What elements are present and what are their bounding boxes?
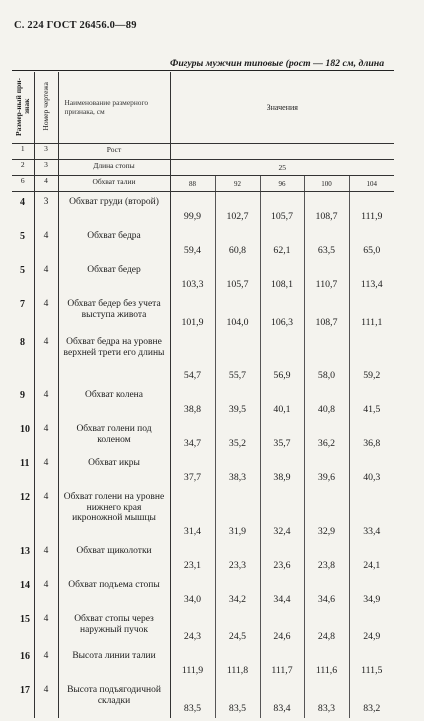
value-cell: 83,4 [260, 680, 304, 718]
drawing-number: 4 [34, 453, 58, 487]
feature-name: Обхват стопы через наружный пучок [58, 609, 170, 646]
feature-name: Высота линии талии [58, 646, 170, 680]
value-cell: 54,7 [183, 370, 202, 381]
feature-number: 13 [12, 541, 34, 575]
feature-name: Обхват бедер [58, 260, 170, 294]
value-cell: 100 [304, 176, 349, 192]
value-cell: 83,5 [215, 680, 260, 718]
value-cell: 38,9 [260, 453, 304, 487]
table-row [12, 609, 394, 646]
value-cell: 40,3 [349, 453, 394, 487]
value-cell: 63,5 [304, 226, 349, 260]
value-cell: 88 [170, 176, 215, 192]
feature-name: Длина стопы [58, 160, 170, 176]
table-top-rule [12, 70, 394, 71]
value-cell: 108,1 [260, 260, 304, 294]
feature-number: 15 [12, 609, 34, 646]
value-cell: 111,1 [349, 294, 394, 332]
header-feature-name: Наименование размерного признака, см [58, 72, 170, 144]
feature-name: Высота подъягодичной складки [58, 680, 170, 718]
value-cell: 25 [170, 160, 394, 176]
drawing-number: 4 [34, 385, 58, 419]
table-header-row [12, 72, 394, 144]
table-row [12, 332, 394, 385]
value-cell: 83,3 [304, 680, 349, 718]
value-cell: 108,7 [304, 294, 349, 332]
feature-name: Обхват бедер без учета выступа живота [58, 294, 170, 332]
value-cell: 23,8 [304, 541, 349, 575]
feature-name: Обхват бедра на уровне верхней трети его длины [58, 332, 170, 385]
value-cell: 34,9 [349, 575, 394, 609]
table-row [12, 646, 394, 680]
sub-header-row [12, 144, 394, 160]
table-row [12, 294, 394, 332]
value-cell: 34,2 [215, 575, 260, 609]
value-cell: 108,7 [304, 192, 349, 227]
value-cell: 24,3 [183, 631, 202, 642]
value-cell: 39,5 [215, 385, 260, 419]
value-cell: 55,7 [215, 332, 260, 385]
value-cell: 102,7 [215, 192, 260, 227]
drawing-number: 4 [34, 609, 58, 646]
value-cell: 111,9 [181, 665, 204, 676]
value-cell: 36,8 [349, 419, 394, 453]
value-cell: 36,2 [304, 419, 349, 453]
drawing-number: 4 [34, 176, 58, 192]
value-cell: 34,4 [260, 575, 304, 609]
value-cell: 58,0 [304, 332, 349, 385]
table-row [12, 419, 394, 453]
feature-number: 1 [12, 144, 34, 160]
table-caption: Фигуры мужчин типовые (рост — 182 см, длина [170, 58, 385, 69]
value-cell: 39,6 [304, 453, 349, 487]
value-cell: 23,6 [260, 541, 304, 575]
value-cell: 34,6 [304, 575, 349, 609]
value-cell: 38,3 [215, 453, 260, 487]
table-row [12, 453, 394, 487]
feature-number: 11 [12, 453, 34, 487]
value-cell: 24,6 [260, 609, 304, 646]
value-cell: 40,1 [260, 385, 304, 419]
feature-name: Обхват подъема стопы [58, 575, 170, 609]
drawing-number: 4 [34, 226, 58, 260]
table-row [12, 680, 394, 718]
value-cell: 111,8 [215, 646, 260, 680]
feature-number: 12 [12, 487, 34, 541]
feature-name: Обхват голени под коленом [58, 419, 170, 453]
feature-name: Рост [58, 144, 170, 160]
value-cell: 62,1 [260, 226, 304, 260]
feature-name: Обхват груди (второй) [58, 192, 170, 227]
value-cell: 38,8 [183, 404, 202, 415]
drawing-number: 3 [34, 192, 58, 227]
table-row [12, 487, 394, 541]
feature-number: 5 [12, 226, 34, 260]
drawing-number: 3 [34, 160, 58, 176]
feature-name: Обхват бедра [58, 226, 170, 260]
feature-number: 9 [12, 385, 34, 419]
value-cell: 111,7 [260, 646, 304, 680]
feature-name: Обхват колена [58, 385, 170, 419]
feature-number: 7 [12, 294, 34, 332]
value-cell: 83,5 [183, 703, 202, 714]
table-row [12, 575, 394, 609]
header-size-feature: Размер-ный при-знак [12, 72, 34, 144]
feature-number: 14 [12, 575, 34, 609]
header-values: Значения [170, 72, 394, 144]
value-cell: 32,4 [260, 487, 304, 541]
value-cell: 33,4 [349, 487, 394, 541]
feature-number: 6 [12, 176, 34, 192]
value-cell: 24,5 [215, 609, 260, 646]
value-cell: 105,7 [260, 192, 304, 227]
value-cell: 24,1 [349, 541, 394, 575]
value-cell: 32,9 [304, 487, 349, 541]
value-cell: 31,9 [215, 487, 260, 541]
table-row [12, 385, 394, 419]
value-cell: 59,4 [183, 245, 202, 256]
value-cell: 111,5 [349, 646, 394, 680]
value-cell: 23,1 [183, 560, 202, 571]
value-cell: 103,3 [181, 279, 204, 290]
value-cell: 96 [260, 176, 304, 192]
feature-name: Обхват талии [58, 176, 170, 192]
drawing-number: 4 [34, 294, 58, 332]
feature-number: 2 [12, 160, 34, 176]
value-cell [170, 144, 394, 160]
drawing-number: 4 [34, 332, 58, 385]
value-cell: 110,7 [304, 260, 349, 294]
feature-name: Обхват икры [58, 453, 170, 487]
drawing-number: 3 [34, 144, 58, 160]
value-cell: 59,2 [349, 332, 394, 385]
feature-number: 16 [12, 646, 34, 680]
drawing-number: 4 [34, 260, 58, 294]
feature-number: 8 [12, 332, 34, 385]
value-cell: 24,8 [304, 609, 349, 646]
value-cell: 92 [215, 176, 260, 192]
value-cell: 31,4 [183, 526, 202, 537]
value-cell: 65,0 [349, 226, 394, 260]
value-cell: 104,0 [215, 294, 260, 332]
value-cell: 34,0 [183, 594, 202, 605]
drawing-number: 4 [34, 646, 58, 680]
sub-header-row [12, 160, 394, 176]
value-cell: 35,2 [215, 419, 260, 453]
drawing-number: 4 [34, 541, 58, 575]
value-cell: 99,9 [183, 211, 202, 222]
value-cell: 105,7 [215, 260, 260, 294]
value-cell: 37,7 [183, 472, 202, 483]
value-cell: 23,3 [215, 541, 260, 575]
value-cell: 113,4 [349, 260, 394, 294]
value-cell: 106,3 [260, 294, 304, 332]
value-cell: 111,9 [349, 192, 394, 227]
table-row [12, 192, 394, 227]
value-cell: 40,8 [304, 385, 349, 419]
drawing-number: 4 [34, 575, 58, 609]
sub-header-row [12, 176, 394, 192]
value-cell: 56,9 [260, 332, 304, 385]
page-header: С. 224 ГОСТ 26456.0—89 [14, 20, 137, 31]
drawing-number: 4 [34, 419, 58, 453]
header-drawing-number: Номер чертежа [34, 72, 58, 144]
value-cell: 35,7 [260, 419, 304, 453]
table-row [12, 541, 394, 575]
drawing-number: 4 [34, 487, 58, 541]
table-row [12, 260, 394, 294]
feature-name: Обхват щиколотки [58, 541, 170, 575]
feature-number: 4 [12, 192, 34, 227]
value-cell: 101,9 [181, 317, 204, 328]
table-row [12, 226, 394, 260]
drawing-number: 4 [34, 680, 58, 718]
feature-number: 17 [12, 680, 34, 718]
value-cell: 83,2 [349, 680, 394, 718]
feature-name: Обхват голени на уровне нижнего края икроножной мышцы [58, 487, 170, 541]
value-cell: 60,8 [215, 226, 260, 260]
feature-number: 10 [12, 419, 34, 453]
value-cell: 111,6 [304, 646, 349, 680]
value-cell: 104 [349, 176, 394, 192]
value-cell: 41,5 [349, 385, 394, 419]
measurements-table [12, 72, 394, 718]
value-cell: 34,7 [183, 438, 202, 449]
feature-number: 5 [12, 260, 34, 294]
value-cell: 24,9 [349, 609, 394, 646]
